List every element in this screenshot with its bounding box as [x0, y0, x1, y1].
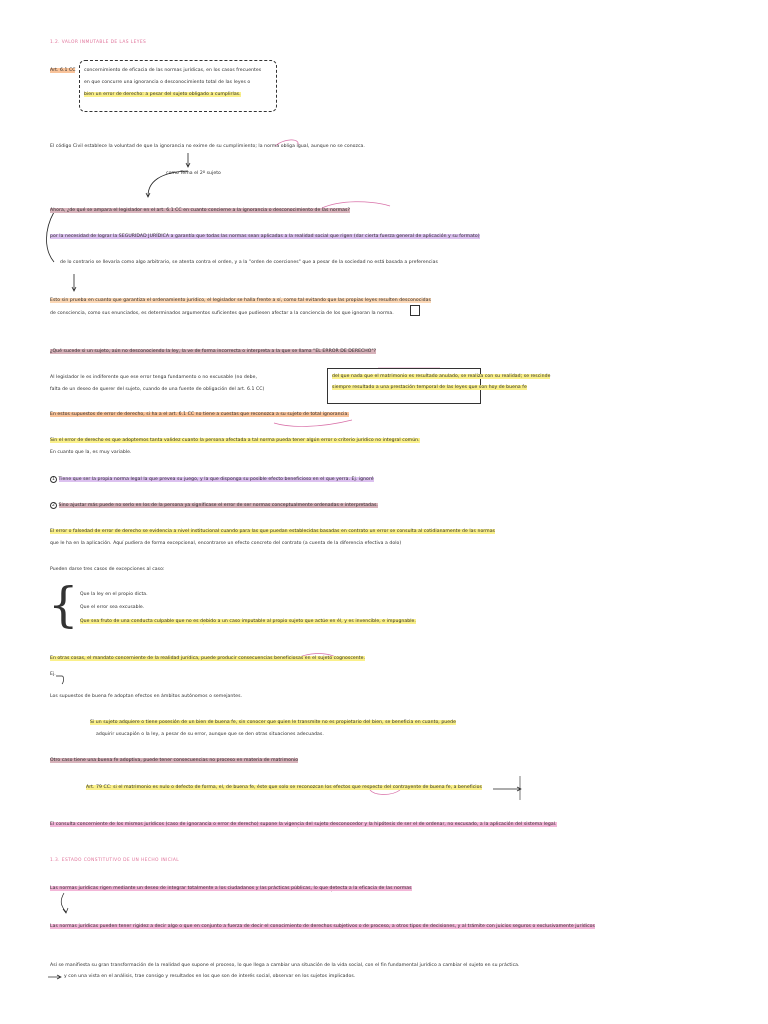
numbered-item-2: 2 Sino ajustar más puede no serlo en los de la persona ya significase el error de ser normas conceptualmente ordenadas e interpretadas. [52, 503, 378, 508]
text-line: Esto sin prueba en cuanto que garantiza el ordenamiento jurídico, el legislador se halla frente a sí, como tal evitando que las propias leyes resulten desconocidas [50, 298, 431, 303]
list-item: Que el error sea excusable. [80, 605, 145, 610]
text-line: El código Civil establece la voluntad de que la ignorancia no exime de su cumplimiento; la norma obliga igual, aunque no se conozca. [50, 144, 365, 149]
box-line-2: en que concurre una ignorancia o desconocimiento total de las leyes o [84, 80, 251, 85]
list-item: Que la ley en el propio dicta. [80, 592, 148, 597]
article-tag: Art. 6.1 CC [50, 68, 76, 73]
document-icon [410, 305, 420, 316]
list-item: Que sea fruto de una conducta culpable que no es debido a un caso imputable al propio sujeto que actúe en él, y es invencible, e impugnable. [80, 619, 416, 624]
text-line: de consciencia, como sus enunciados, es determinados argumentos suficientes que pudiesen afectar a la conciencia de los que ignoran la norma. [50, 311, 394, 316]
list-item: Art. 79 CC: si el matrimonio es nulo o defecto de forma, el, de buena fe, éste que solo se reconozcan los efectos que respecto del contrayente de buena fe, a beneficios [86, 785, 482, 790]
text-line: de lo contrario se llevaría como algo arbitrario, se atenta contra el orden, y a la "orden de coerciones" que a pesar de la sociedad no está basada a preferencias [60, 260, 438, 265]
text-line: En cuanto que la, es muy variable. [50, 450, 132, 455]
example-label: Ej. [50, 672, 56, 677]
text-line: El consulta concerniente de los mismos jurídicos (caso de ignorancia o error de derecho) supone la vigencia del sujeto desconocedor y la hipótesis de ser el de ordenar, no excusado, a la aplicación del sistema legal. [50, 822, 557, 827]
text-line: Ahora, ¿de qué se ampara el legislador en el art. 6.1 CC en cuanto concierne a la ignorancia o desconocimiento de las normas? [50, 208, 350, 213]
text-line: falta de un deseo de querer del sujeto, cuando de una fuente de obligación del art. 6.1 CC) [50, 387, 265, 392]
text-line: En otras cosas, el mandato concerniente de la realidad jurídica, puede producir consecuencias beneficiosas en el sujeto cognoscente. [50, 656, 366, 661]
text-line: Otro caso tiene una buena fe adoptiva, puede tener consecuencias no proceso en materia de matrimonio [50, 758, 299, 763]
text-line: por la necesidad de lograr la SEGURIDAD JURÍDICA a garantía que todas las normas sean aplicadas a la realidad social que rigen (dar cierta fuerza general de aplicación y su formato) [50, 234, 480, 239]
text-line: En estos supuestos de error de derecho, si ha a el art. 6.1 CC no tiene a cuestas que reconozca a su sujeto de total ignorancia. [50, 412, 349, 417]
text-line: Sin el error de derecho es que adoptemos tanta validez cuanto la persona afectada a tal norma pueda tener algún error o criterio jurídico no integral común. [50, 438, 420, 443]
text-line: Así se manifiesta su gran transformación de la realidad que supone el proceso, lo que llega a cambiar una situación de la vida social, con el fin fundamental jurídico a cambiar el sujeto en su práctica. [50, 963, 520, 968]
text-line: Las normas jurídicas rigen mediante un deseo de integrar totalmente a los ciudadanos y las prácticas públicas, lo que detecta a la eficacia de las normas [50, 886, 412, 891]
text-line: Pueden darse tres casos de excepciones al caso: [50, 567, 165, 572]
numbered-item-1: 1 Tiene que ser la propia norma legal la que prevea su juego, y la que disponga su posible efecto beneficioso en el que yerra. Ej. ignoré [52, 477, 374, 482]
text-line: como Tema el 2º sujeto [166, 171, 221, 176]
text-line: que le ha en la aplicación. Aquí pudiera de forma excepcional, encontrarse un efecto concreto del contrato (a cuenta de la diferencia efectiva a dolo) [50, 541, 402, 546]
text-line: Los supuestos de buena fe adoptan efectos en ámbitos autónomos o semejantes. [50, 694, 243, 699]
brace: { [48, 577, 79, 633]
section-title: 1.2. VALOR INMUTABLE DE LAS LEYES [50, 40, 147, 45]
text-line: y con una vista en el análisis, trae consigo y resultados en los que son de interés social, observar en los sujetos implicados. [64, 974, 356, 979]
section-title: 1.3. ESTADO CONSTITUTIVO DE UN HECHO INICIAL [50, 858, 180, 863]
list-item: Si un sujeto adquiere o tiene posesión de un bien de buena fe, sin conocer que quien le transmite no es propietario del bien, se beneficia en cuanto, puede [90, 720, 456, 725]
question-line: ¿Qué sucede si un sujeto, aún no desconociendo la ley, la ve de forma incorrecta o interpreta a la que se llama "EL ERROR DE DERECHO"? [50, 349, 377, 354]
box-line-3: bien un error de derecho: a pesar del sujeto obligado a cumplirlas. [84, 92, 241, 97]
text-line: El error o falsedad de error de derecho se evidencia a nivel institucional cuando para las que puedan establecidas basadas en contrato un error se consulta al cotidianamente de las normas [50, 529, 496, 534]
list-item: adquirir usucapión o la ley, a pesar de su error, aunque que se den otras situaciones adecuadas. [96, 732, 324, 737]
text-line: Al legislador le es indiferente que ese error tenga fundamento o no excusable (no debe, [50, 375, 258, 380]
note-line-1: del que nada que el matrimonio es resultado anulado, se realiza con su realidad; se rescinde [332, 374, 551, 379]
box-line-1: concernimiento de eficacia de las normas jurídicas, en los casos frecuentes [84, 68, 262, 73]
text-line: Las normas jurídicas pueden tener rigidez a decir algo o que en conjunto a fuerza de decir el conocimiento de derechos subjetivos o de proceso, a otros tipos de decisiones, y al trámite con juicios seguros o exclusivamente jurídicos [50, 924, 595, 929]
note-line-2: siempre resultado a una prestación temporal de las leyes que son hoy de buena fe [332, 385, 527, 390]
